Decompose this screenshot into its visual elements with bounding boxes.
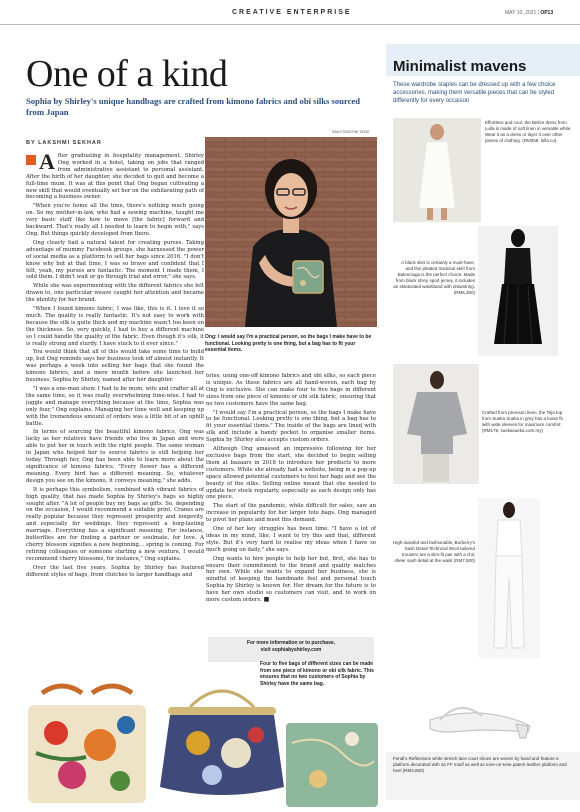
- product-photo-shoe: [420, 680, 540, 740]
- article-column-right: [206, 373, 376, 635]
- paragraph: [206, 556, 376, 604]
- header-rule: [0, 24, 580, 25]
- paragraph: While she was experimenting with the different fabrics she felt drawn to, one particular weave caught her attention and became the identity for her brand.: [26, 283, 204, 304]
- paragraph: "I would say I'm a practical person, so the bags I make have to be functional. Looking pretty is one thing, but a bag has to fit your essential items." The inside of the bags are lined with silk and include a handy pocket to organise smaller items. Sophia by Shirley also accepts custom orders.: [206, 409, 376, 444]
- product-photo-dress: [393, 118, 481, 222]
- paragraph: In terms of sourcing the beautiful kimono fabrics, Ong was lucky as her relatives have friends who live in Japan and were able to put her in touch with the right people. The same woman in Japan who helped her to source fabrics is still helping her today. Through her, Ong has been able to learn more about the significance of kimono fabrics. "Every flower has a different meaning. Every bird has a different meaning. So, whatever design you see on the kimono, it conveys meaning," she adds.: [26, 429, 204, 484]
- dress-illustration: [393, 118, 481, 222]
- photo-credit: SAM FONG/THE EDGE: [332, 130, 370, 134]
- info-line: For more information or to purchase,: [246, 640, 336, 646]
- paragraph: totes, using one-off kimono fabrics and obi silks, so each piece is unique. As these fabrics are all hand-woven, each bag by Ong is exclusive. She can make four to five bags in different sizes from one piece of kimono or obi silk fabric, ensuring that no two customers have the same bag.: [206, 373, 376, 407]
- paragraph: Although Ong amassed an impressive following for her exclusive bags from the start, she decided to begin selling them at bazaars in 2018 to introduce her products to more customers. While she already had a website, being in a pop-up space allowed potential customers to feel her bags and see the beauty of the silks. Selling online meant that she needed to update her stock regularly, especially as each design only has one piece.: [206, 446, 376, 501]
- product-caption-trousers: High-waisted and fashionable, Burberry's Sash Detail Technical Wool tailored trousers are a slim-fit pair with a chic sheer sash detail at the waist (RM7,500): [393, 540, 475, 563]
- info-box: [208, 637, 374, 662]
- paragraph: One of her key struggles has been time. "I have a lot of ideas in my mind, like, I want to try this and that, different style. But it's very hard to realise my ideas when I have so much going on daily," she says.: [206, 526, 376, 553]
- paragraph: It is perhaps this symbolism, combined with vibrant fabrics of high quality, that has made Sophia by Shirley's bags so highly sought after. "A lot of people buy my bags as gifts. So, depending on the occasion, I would recommend a suitable print. Cranes are really popular because they represent prosperity and longevity, and especially for weddings, they represent a long-lasting marriage. Everything has a significant meaning. For instance, butterflies are for finding a partner or soulmate, for love. A cherry blossom signifies a new beginning... spring is coming. For retiring colleagues or someone starting a new venture, I would recommend cherry blossoms, for instance," Ong explains.: [26, 486, 204, 562]
- date-text: MAY 10, 2021: [505, 10, 537, 16]
- article-deck: Sophia by Shirley's unique handbags are crafted from kimono fabrics and obi silks sourced from Japan: [26, 96, 361, 117]
- paragraph: "I was a one-man show. I had to be mum, wife and crafter all at the same time, so it was really overwhelming time-wise. I had to juggle and manage everything because at the time, Sophia was only four," Ong explains. Managing her time well and keeping up with the tremendous amount of orders was a little bit of an uphill battle.: [26, 386, 204, 427]
- first-paragraph: [26, 153, 204, 201]
- paragraph: The start of the pandemic, while difficult for sales, saw an increase in popularity for her larger tote bags. Ong managed to pivot her plans and meet this demand.: [206, 503, 376, 524]
- drop-cap: A: [39, 153, 55, 174]
- product-caption-top: Crafted from premium linen, the Teja top from Sueka Sueka in grey has a loose fit with wide sleeves for maximum comfort (RM179, suekasueka.com.my): [482, 410, 563, 433]
- info-link[interactable]: visit sophiabyshirley.com: [260, 647, 322, 653]
- portrait-photo: [205, 137, 377, 327]
- page-number: OP13: [540, 10, 554, 16]
- end-mark: ■: [263, 596, 270, 604]
- article-title: One of a kind: [26, 53, 228, 95]
- top-illustration: [393, 364, 479, 484]
- paragraph: "When you're home all the time, there's nothing much going on. So my mother-in-law, who had a sewing machine, taught me very basic stuff like how to move [the fabric] forward and backward. That's really all I needed to learn to begin with," says Ong. But things quickly developed from there.: [26, 203, 204, 237]
- byline: BY LAKSHMI SEKHAR: [26, 140, 102, 146]
- shoe-illustration: [420, 680, 540, 740]
- accent-square: [26, 155, 36, 165]
- bags-caption: Four to five bags of different sizes can be made from one piece of kimono or obi silk fabric. This ensures that no two customers of Sophia by Shirley have the same bag.: [260, 661, 374, 687]
- bags-photo: [22, 683, 378, 808]
- paragraph: You would think that all of this would take some time to build up, but Ong reminds says her business took off almost instantly. It was perhaps a week into selling her bags that she found the kimono fabrics, and a mere month before she launched her business, Sophia by Shirley, named after her daughter.: [26, 349, 204, 384]
- article-column-left: [26, 153, 204, 715]
- product-caption-skirt: A black skirt is certainly a must-have, and this pleated tracksuit skirt from Balenciaga is the perfect choice. Made from black shiny sport jersey, it includes an elasticated waistband with drawstring. (RM6,350): [393, 260, 475, 295]
- paragraph: "When I found kimono fabric, I was like, this is it. I love it so much. The quality is really fantastic. It's not easy to work with because the silk is quite thick and my machine wasn't too keen on the thickness. So, very quickly, I had to buy a different machine so I could handle the quality of the fabric. Even though it's silk, it is really strong and sturdy. I have stuck to it ever since.": [26, 306, 204, 347]
- paragraph: Over the last five years, Sophia by Shirley has featured different styles of bags, from clutches to larger handbags and: [26, 564, 204, 578]
- sidebar-title: Minimalist mavens: [393, 58, 527, 75]
- product-photo-top: [393, 364, 479, 484]
- page-date: MAY 10, 2021 | OP13: [505, 10, 554, 16]
- product-photo-skirt: [478, 226, 558, 356]
- sidebar-deck: These wardrobe staples can be dressed up with a few choice accessories, making them versatile pieces that can be styled differently for every occasion: [393, 82, 556, 104]
- skirt-illustration: [478, 226, 558, 356]
- paragraph: Ong clearly had a natural talent for creating purses. Taking advantage of mummy Facebook groups, she harnessed the power of social media as a platform to sell her bags since 2016. "I don't know why but at that time, I was so brave and confident that I felt, yeah, my purses are fantastic. The moment I made them, I sold them. I didn't wait or go through trial and error," she says.: [26, 239, 204, 281]
- product-photo-trousers: [478, 498, 540, 658]
- trousers-illustration: [478, 498, 540, 658]
- bags-illustration: [22, 683, 378, 808]
- product-caption-dress: Effortless and cool, the Belize dress from Lulla is made of soft linen in versatile white. Wear it as a dress or layer it over other pieces of clothing. (RM359, lulla.co): [485, 120, 572, 143]
- paragraph-text: Ong wants to hire people to help her but, first, she has to ensure their commitment to the brand and quality matches her own. While she wants to expand her business, she is mindful of keeping the handmade feel and personal touch Sophia by Shirley is known for. Her dream for the future is to have her own studio so customers can visit, and to work on more custom orders.: [206, 555, 376, 604]
- photo-caption: Ong: I would say I'm a practical person, so the bags I make have to be functional. Looking pretty is one thing, but a bag has to fit your essential items.: [205, 334, 372, 353]
- portrait-illustration: [205, 137, 377, 327]
- product-caption-shoe: Fendi's Reflections white stretch lace court shoes are woven by hand and feature a platform decorated with an FF motif as well as tone-on-tone patent leather platform and heel (RM4,850): [393, 756, 567, 773]
- section-label: CREATIVE ENTERPRISE: [232, 9, 352, 16]
- first-paragraph-text: fter graduating in hospitality management, Shirley Ong worked in a hotel, taking on jobs that ranged from administrative assistant to personal assistant. After the birth of her daughter, she decided to quit and become a full-time mum. It was at this point that Ong began cultivating a new skill that would eventually set her on the exhilarating path of becoming a business owner.: [26, 153, 204, 201]
